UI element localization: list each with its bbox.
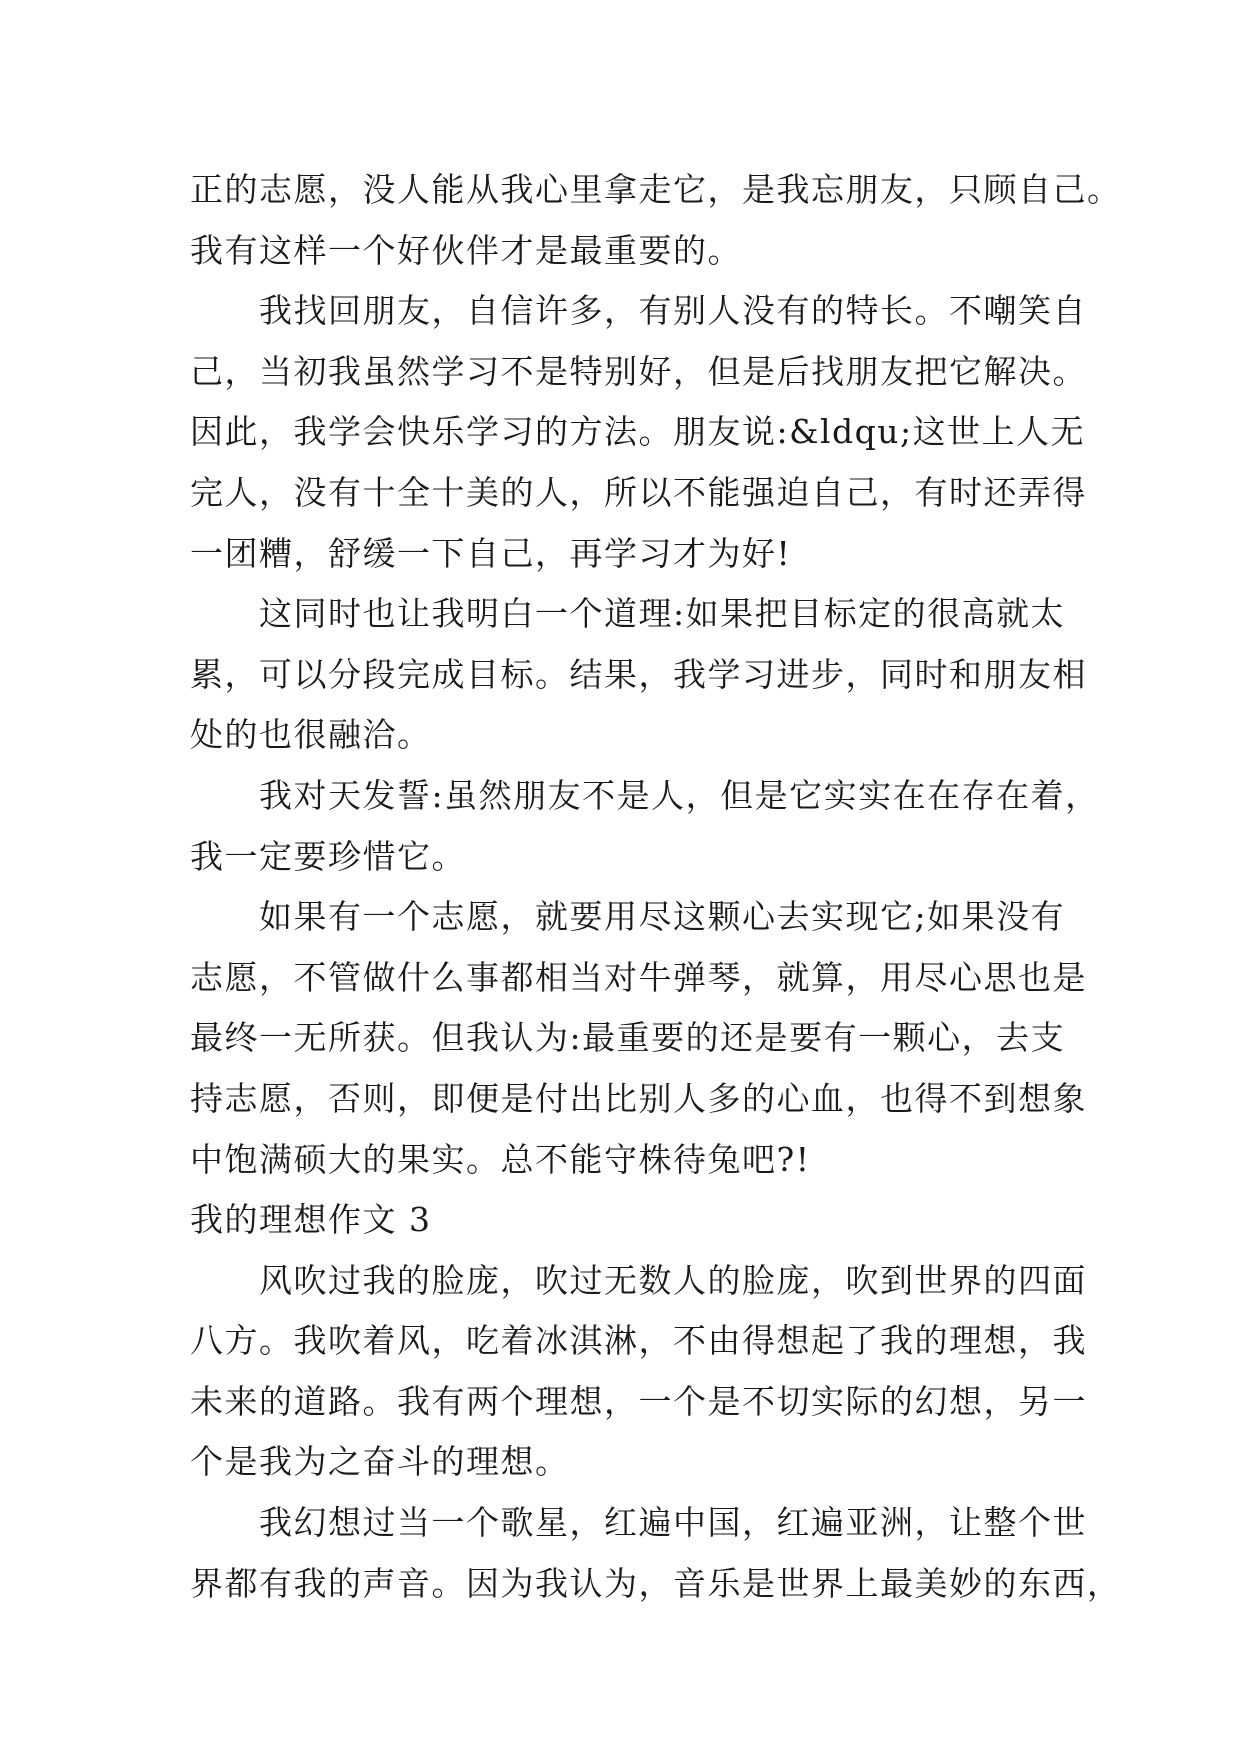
text-line: 我幻想过当一个歌星，红遍中国，红遍亚洲，让整个世 [190,1503,1087,1543]
text-line: 我一定要珍惜它。 [190,836,466,876]
text-line: 完人，没有十全十美的人，所以不能强迫自己，有时还弄得 [190,472,1087,512]
text-line: 志愿，不管做什么事都相当对牛弹琴，就算，用尽心思也是 [190,957,1087,997]
text-line: 处的也很融洽。 [190,715,432,755]
document-body [190,160,1122,1614]
text-line: 因此，我学会快乐学习的方法。朋友说:&ldqu;这世上人无 [190,412,1086,452]
text-line: 正的志愿，没人能从我心里拿走它，是我忘朋友，只顾自己。 [190,170,1122,209]
section-heading: 我的理想作文 3 [190,1200,432,1240]
text-line: 一团糟，舒缓一下自己，再学习才为好! [190,533,792,573]
text-line: 八方。我吹着风，吃着冰淇淋，不由得想起了我的理想，我 [190,1321,1087,1361]
text-line: 风吹过我的脸庞，吹过无数人的脸庞，吹到世界的四面 [190,1260,1087,1300]
text-line: 累，可以分段完成目标。结果，我学习进步，同时和朋友相 [190,654,1087,694]
text-line: 个是我为之奋斗的理想。 [190,1442,570,1482]
text-line: 如果有一个志愿，就要用尽这颗心去实现它;如果没有 [190,897,1066,937]
text-line: 这同时也让我明白一个道理:如果把目标定的很高就太 [190,594,1066,634]
text-line: 未来的道路。我有两个理想，一个是不切实际的幻想，另一 [190,1381,1087,1421]
text-line: 我找回朋友，自信许多，有别人没有的特长。不嘲笑自 [190,291,1087,331]
text-line: 我对天发誓:虽然朋友不是人，但是它实实在在存在着， [190,775,1100,815]
text-line: 中饱满硕大的果实。总不能守株待兔吧?! [190,1139,811,1179]
text-line: 我有这样一个好伙伴才是最重要的。 [190,230,742,270]
text-line: 己，当初我虽然学习不是特别好，但是后找朋友把它解决。 [190,351,1087,391]
text-line: 最终一无所获。但我认为:最重要的还是要有一颗心，去支 [190,1018,1066,1058]
text-line: 持志愿，否则，即便是付出比别人多的心血，也得不到想象 [190,1078,1087,1118]
text-line: 界都有我的声音。因为我认为，音乐是世界上最美妙的东西， [190,1563,1122,1603]
